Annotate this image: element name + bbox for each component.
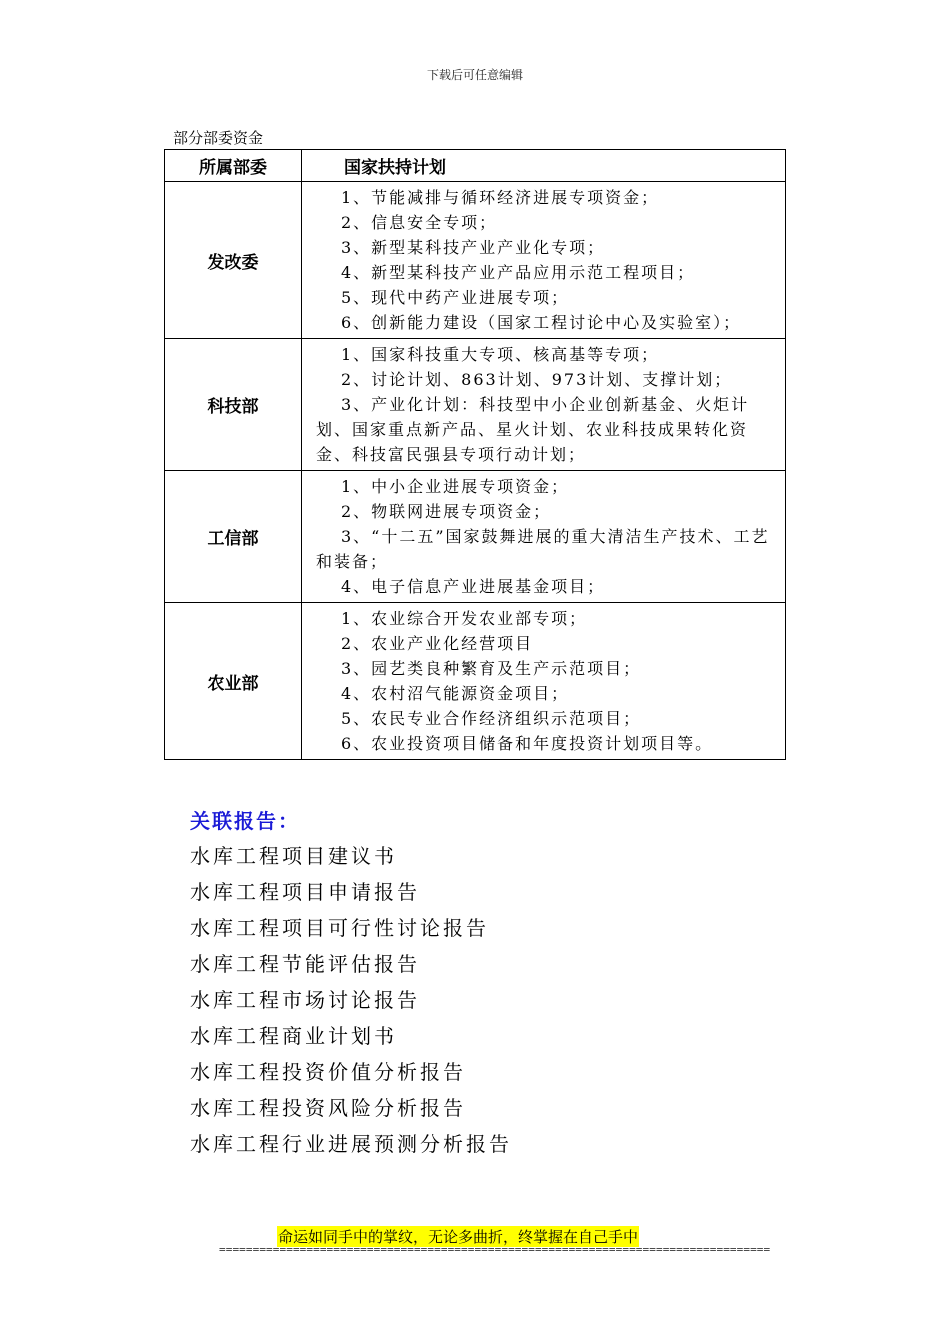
plan-item: 5、农民专业合作经济组织示范项目； [341, 709, 642, 728]
plan-item: 4、农村沼气能源资金项目； [341, 684, 570, 703]
plan-item: 3、“十二五”国家鼓舞进展的重大清洁生产技术、工艺和装备； [316, 527, 770, 571]
table-row [165, 603, 786, 760]
funding-table [164, 149, 786, 760]
footer-motto: 命运如同手中的掌纹，无论多曲折，终掌握在自己手中 [278, 1228, 639, 1246]
related-report-link[interactable]: 水库工程项目建议书 [190, 844, 397, 868]
table-row [165, 339, 786, 471]
plans-cell [302, 603, 786, 760]
plan-item: 2、农业产业化经营项目 [341, 634, 534, 653]
table-row [165, 182, 786, 339]
plan-item: 5、现代中药产业进展专项； [341, 288, 570, 307]
related-report-link[interactable]: 水库工程项目可行性讨论报告 [190, 916, 489, 940]
related-report-link[interactable]: 水库工程市场讨论报告 [190, 988, 420, 1012]
column-header-dept: 所属部委 [165, 150, 302, 182]
related-report-link[interactable]: 水库工程项目申请报告 [190, 880, 420, 904]
table-header-row [165, 150, 786, 182]
plan-item: 1、节能减排与循环经济进展专项资金； [341, 188, 660, 207]
related-reports-list [190, 838, 512, 1162]
dept-cell: 发改委 [165, 182, 302, 339]
related-report-link[interactable]: 水库工程节能评估报告 [190, 952, 420, 976]
plan-item: 1、中小企业进展专项资金； [341, 477, 570, 496]
related-report-link[interactable]: 水库工程投资风险分析报告 [190, 1096, 466, 1120]
plan-item: 3、园艺类良种繁育及生产示范项目； [341, 659, 642, 678]
dept-cell: 工信部 [165, 471, 302, 603]
plan-item: 1、农业综合开发农业部专项； [341, 609, 588, 628]
plan-item: 4、新型某科技产业产品应用示范工程项目； [341, 263, 696, 282]
plan-item: 6、农业投资项目储备和年度投资计划项目等。 [341, 734, 714, 753]
related-reports-title: 关联报告： [190, 809, 300, 833]
header-note: 下载后可任意编辑 [426, 68, 523, 82]
related-report-link[interactable]: 水库工程商业计划书 [190, 1024, 397, 1048]
plan-item: 3、产业化计划：科技型中小企业创新基金、火炬计划、国家重点新产品、星火计划、农业科技成果转化资金、科技富民强县专项行动计划； [316, 395, 750, 464]
plan-item: 2、讨论计划、863计划、973计划、支撑计划； [341, 370, 733, 389]
related-report-link[interactable]: 水库工程行业进展预测分析报告 [190, 1132, 512, 1156]
plan-item: 2、物联网进展专项资金； [341, 502, 552, 521]
plan-item: 3、新型某科技产业产业化专项； [341, 238, 606, 257]
dept-cell: 农业部 [165, 603, 302, 760]
table-row [165, 471, 786, 603]
table-caption: 部分部委资金 [173, 129, 264, 147]
plan-item: 4、电子信息产业进展基金项目； [341, 577, 606, 596]
dept-cell: 科技部 [165, 339, 302, 471]
footer-divider: ================================================================================== [219, 1243, 771, 1256]
plans-cell [302, 182, 786, 339]
related-report-link[interactable]: 水库工程投资价值分析报告 [190, 1060, 466, 1084]
plans-cell [302, 471, 786, 603]
plan-item: 1、国家科技重大专项、核高基等专项； [341, 345, 660, 364]
plans-cell [302, 339, 786, 471]
column-header-plan: 国家扶持计划 [302, 150, 786, 182]
plan-item: 2、信息安全专项； [341, 213, 498, 232]
plan-item: 6、创新能力建设（国家工程讨论中心及实验室）； [341, 313, 742, 332]
